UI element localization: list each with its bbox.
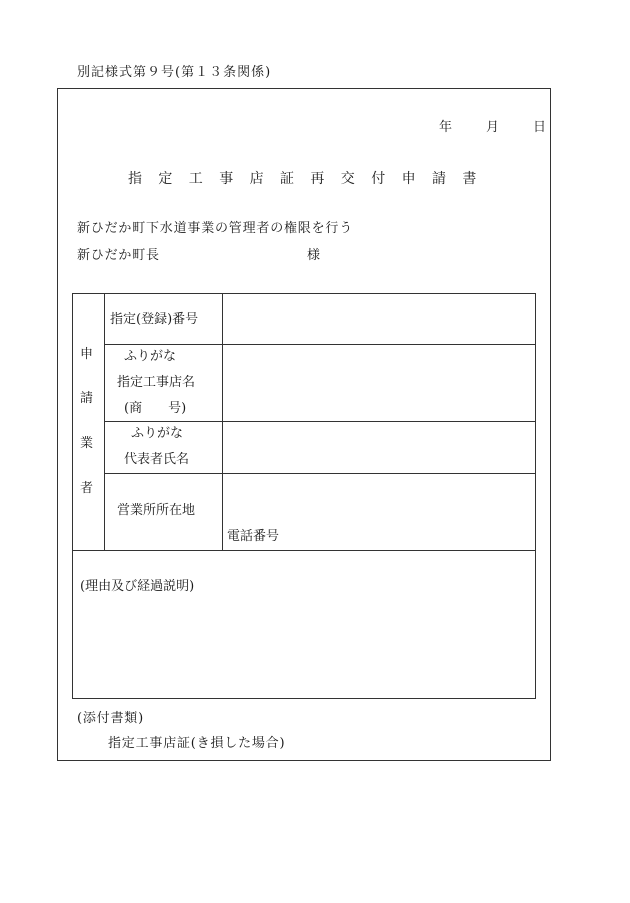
document-title: 指定工事店証再交付申請書 [128,171,493,187]
side-label-char-1: 申 [80,347,94,362]
row-divider-2 [104,421,535,422]
form-number-header: 別記様式第９号(第１３条関係) [77,65,272,80]
registration-number-label: 指定(登録)番号 [110,312,199,327]
reason-label: (理由及び経過説明) [80,579,195,594]
label-value-divider [222,294,223,550]
side-label-char-3: 業 [80,436,94,451]
side-label-divider [104,294,105,550]
shop-name-furigana-label: ふりがな [124,349,177,364]
row-divider-1 [104,344,535,345]
attachment-item: 指定工事店証(き損した場合) [108,736,286,751]
side-label-char-4: 者 [80,481,94,496]
date-year-label: 年 [439,120,453,135]
section-divider [73,550,535,551]
office-address-label: 営業所所在地 [117,503,196,518]
attachments-title: (添付書類) [77,711,144,726]
addressee-line-1: 新ひだか町下水道事業の管理者の権限を行う [77,221,354,236]
shop-name-label: 指定工事店名 [117,375,196,390]
phone-number-label: 電話番号 [227,529,280,544]
date-month-label: 月 [486,120,500,135]
side-label-char-2: 請 [80,391,94,406]
date-day-label: 日 [533,120,547,135]
representative-furigana-label: ふりがな [131,426,184,441]
representative-name-label: 代表者氏名 [124,452,190,467]
row-divider-3 [104,473,535,474]
addressee-honorific: 様 [307,248,321,263]
trade-name-label: (商 号) [124,401,187,416]
addressee-line-2: 新ひだか町長 [77,248,160,263]
